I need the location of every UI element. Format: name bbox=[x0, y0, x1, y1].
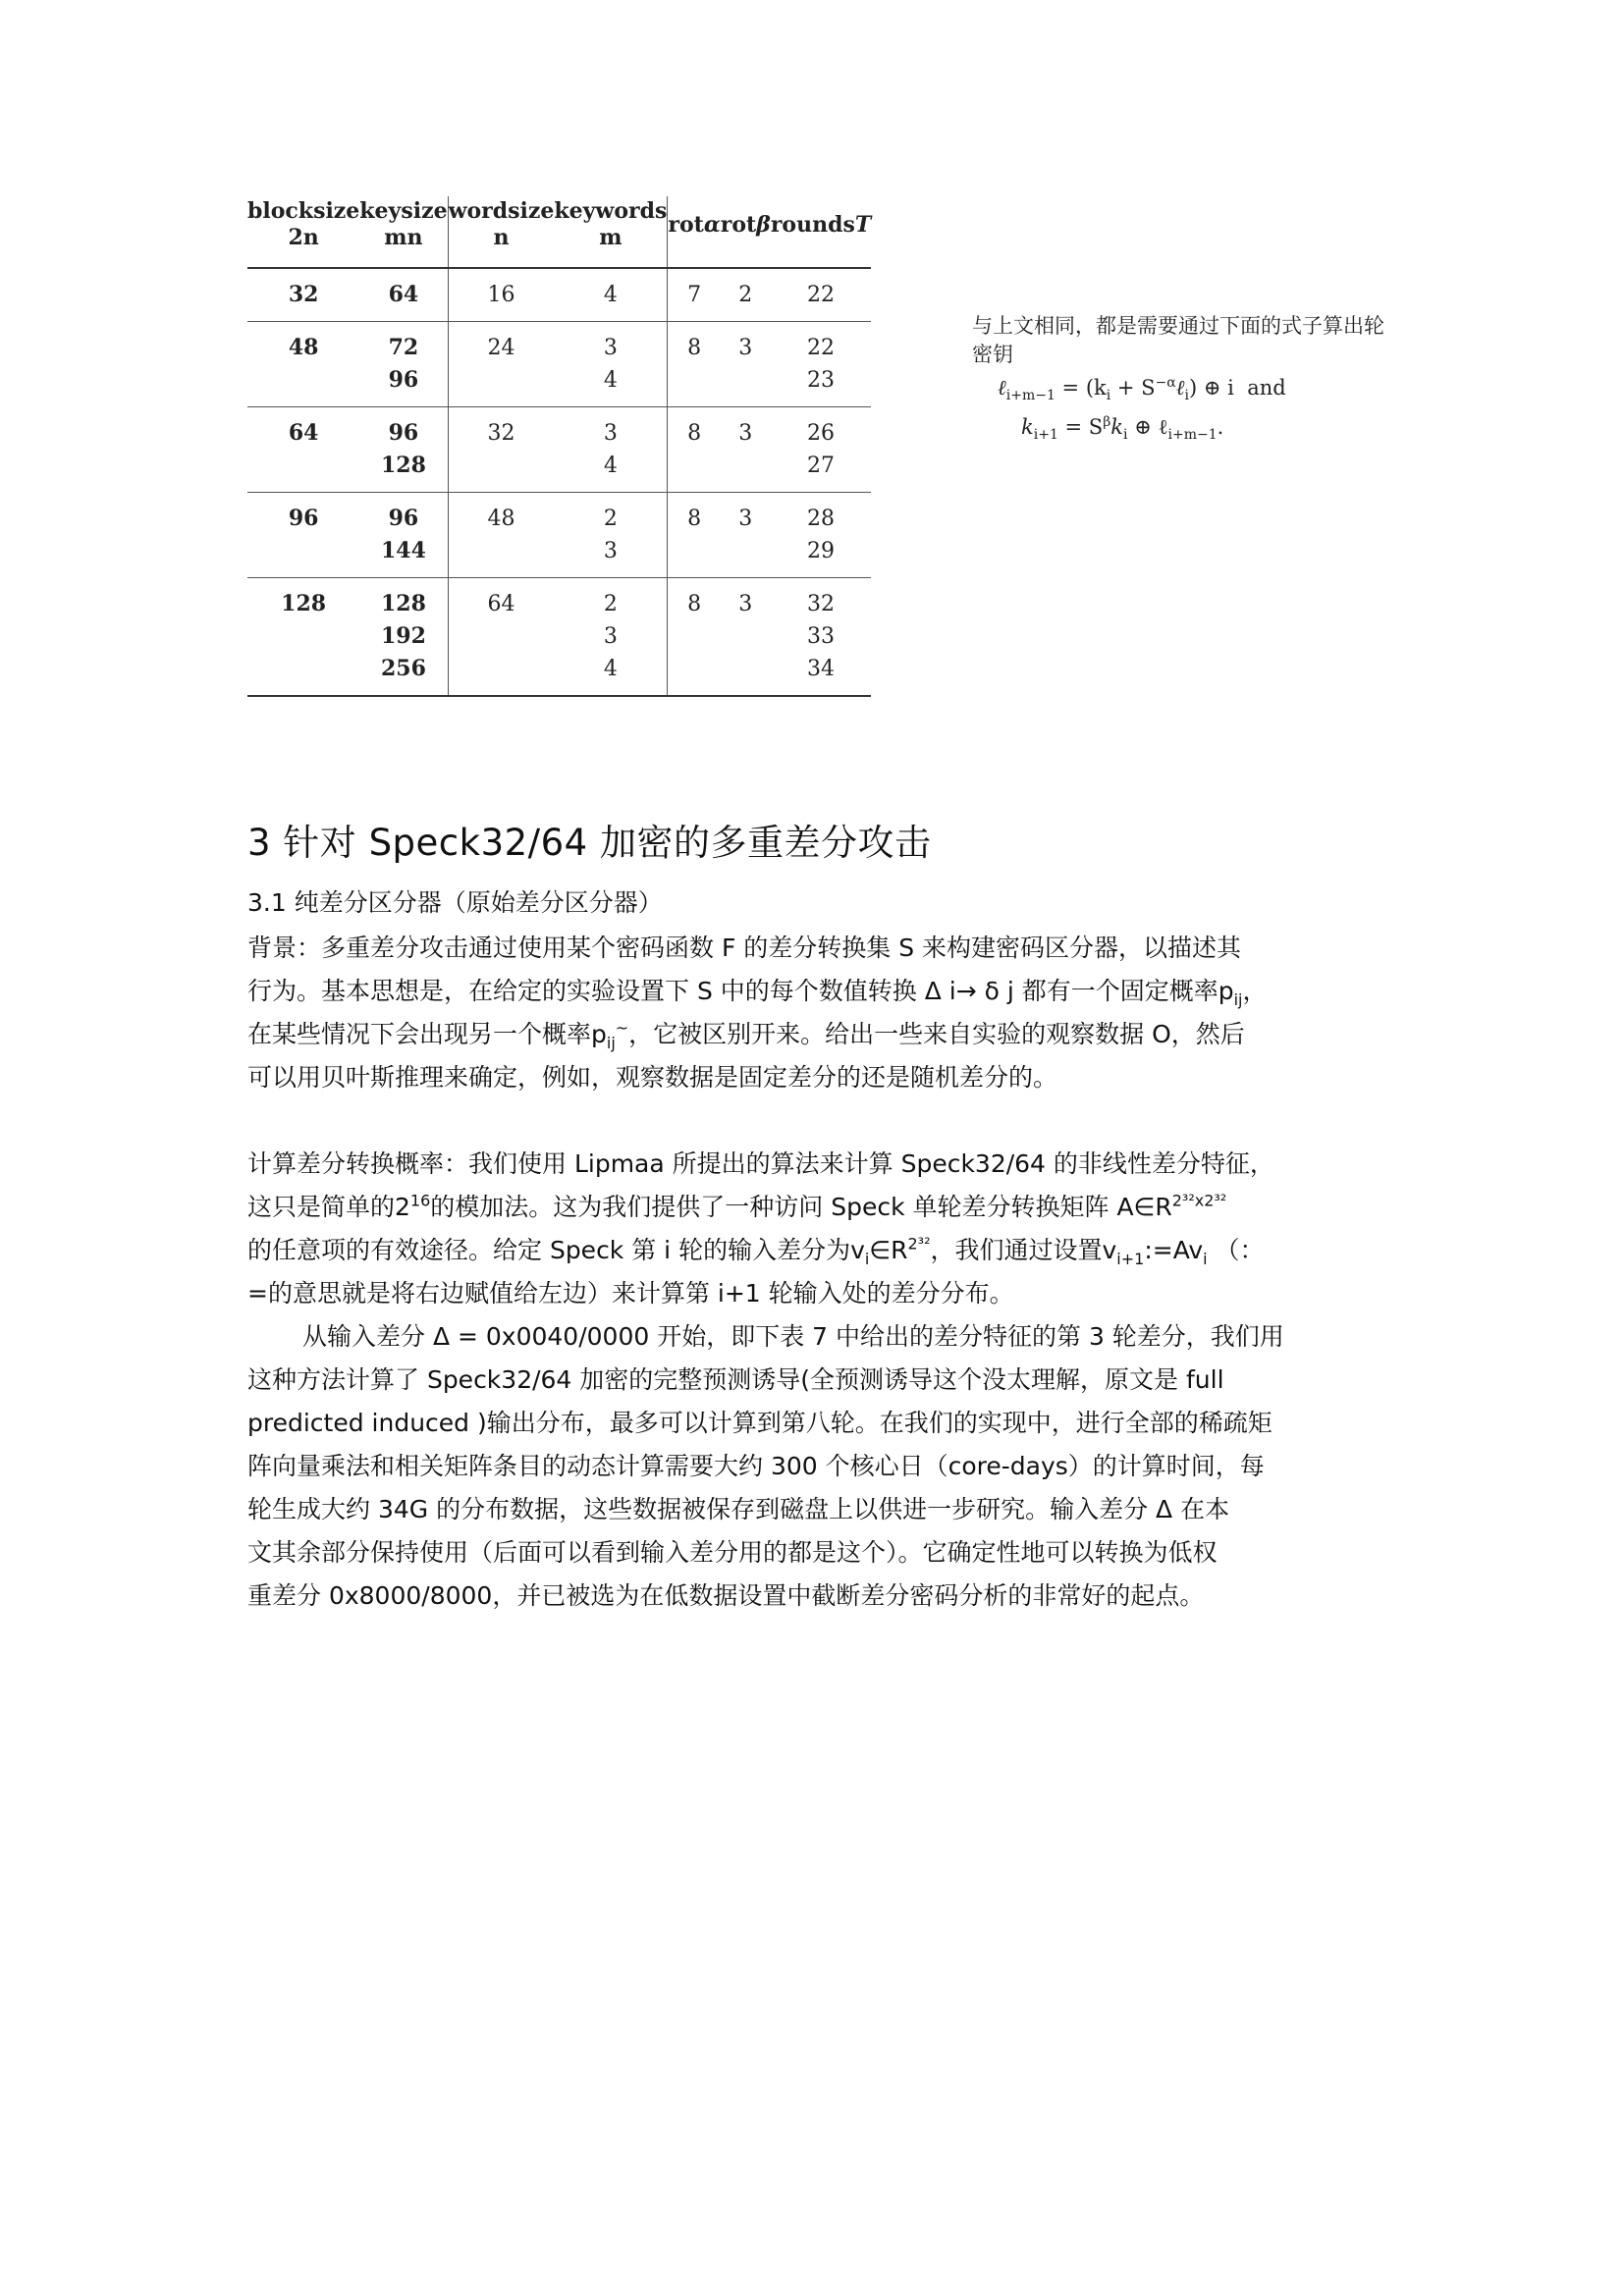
table-row bbox=[247, 493, 871, 578]
cell-words: 3 4 bbox=[554, 407, 668, 493]
side-note: 与上文相同，都是需要通过下面的式子算出轮密钥 bbox=[972, 314, 1384, 366]
cell-alpha: 8 bbox=[687, 421, 702, 446]
cell-block: 32 bbox=[288, 282, 319, 307]
cell-rounds: 22 bbox=[807, 283, 836, 307]
header-block-size: blocksize 2n bbox=[247, 198, 360, 250]
paragraph-background: 背景：多重差分攻击通过使用某个密码函数 F 的差分转换集 S 来构建密码区分器，以描述其 行为。基本思想是，在给定的实验设置下 S 中的每个数值转换 Δ i→ δ j 都有一个固定概率$p_{ij}$， 在某些情况下会出现另一个概率$p_{ij}^\sim$，它被区别开来。给出一些来自实验的观察数据 O，然后 可以用贝叶斯推理来确定，例如，观察数据是固定差分的还是随机差分的。 bbox=[247, 934, 1268, 1092]
section-heading: 3 针对 Speck32/64 加密的多重差分攻击 bbox=[247, 822, 932, 864]
cell-words: 3 4 bbox=[554, 322, 668, 407]
cell-keys: 64 bbox=[359, 268, 448, 322]
cell-words: 2 3 4 bbox=[554, 578, 668, 697]
table-row bbox=[247, 407, 871, 493]
header-word-size: wordsize n bbox=[448, 198, 555, 250]
cell-words: 4 bbox=[554, 268, 668, 322]
cell-rounds: 32 33 34 bbox=[807, 592, 836, 681]
cell-alpha: 8 bbox=[687, 592, 702, 616]
cell-beta: 3 bbox=[738, 507, 753, 531]
cell-rounds: 28 29 bbox=[807, 507, 836, 563]
cell-beta: 3 bbox=[738, 336, 753, 360]
paragraph-transition-probability: 计算差分转换概率：我们使用 Lipmaa 所提出的算法来计算 Speck32/64 的非线性差分特征， 这只是简单的$2^{16}$的模加法。这为我们提供了一种访问 Speck 单轮差分转换矩阵 $A\in R^{2^{32}x2^{32}}$ 的任意项的有效途径。给定 Speck 第 i 轮的输入差分为$v_i\in R^{2^{32}}$，我们通过设置$v_{i+1}:=Av_i$ （： =的意思就是将右边赋值给左边）来计算第 i+1 轮输入处的差分分布。 bbox=[247, 1149, 1274, 1308]
header-rounds: roundsT bbox=[770, 211, 872, 238]
header-rot-alpha: rotα bbox=[668, 211, 721, 238]
subsection-heading: 3.1 纯差分区分器（原始差分区分器） bbox=[247, 888, 663, 917]
cell-block: 64 bbox=[288, 420, 319, 446]
cell-alpha: 8 bbox=[687, 507, 702, 531]
table-row bbox=[247, 322, 871, 407]
cell-block: 48 bbox=[288, 335, 319, 360]
cell-word: 64 bbox=[487, 592, 515, 616]
cell-word: 32 bbox=[487, 421, 515, 446]
key-schedule-formula-1: ℓ$_{i+m-1}$ = ($k_i$ + $S^{-\alpha}\ell_i$) ⊕ i and bbox=[998, 375, 1286, 404]
cell-beta: 3 bbox=[738, 592, 753, 616]
cell-word: 24 bbox=[487, 336, 515, 360]
cell-keys: 96 144 bbox=[359, 493, 448, 578]
cell-alpha: 7 bbox=[687, 283, 702, 307]
cell-block: 128 bbox=[281, 591, 327, 616]
cell-word: 48 bbox=[487, 507, 515, 531]
table-row bbox=[247, 268, 871, 322]
header-key-size: keysize mn bbox=[359, 196, 448, 268]
cell-keys: 72 96 bbox=[359, 322, 448, 407]
key-schedule-formula-2: $k_{i+1} = S^\beta k_i$ ⊕ ℓ$_{i+m-1}$. bbox=[1021, 414, 1224, 444]
cell-rounds: 22 23 bbox=[807, 336, 836, 393]
cell-keys: 96 128 bbox=[359, 407, 448, 493]
cell-rounds: 26 27 bbox=[807, 421, 836, 478]
paragraph-input-difference: 从输入差分 Δ = 0x0040/0000 开始，即下表 7 中给出的差分特征的第 3 轮差分，我们用 这种方法计算了 Speck32/64 加密的完整预测诱导(全预测诱导这个没太理解，原文是 full predicted induced )输出分布，最多可以计算到第八轮。在我们的实现中，进行全部的稀疏矩 阵向量乘法和相关矩阵条目的动态计算需要大约 300 个核心日（core-days）的计算时间，每 轮生成大约 34G 的分布数据，这些数据被保存到磁盘上以供进一步研究。输入差分 Δ 在本 文其余部分保持使用（后面可以看到输入差分用的都是这个）。它确定性地可以转换为低权 重差分 0x8000/8000，并已被选为在低数据设置中截断差分密码分析的非常好的起点。 bbox=[247, 1322, 1284, 1610]
table-header-row bbox=[247, 196, 871, 268]
header-key-words: keywords m bbox=[554, 196, 668, 268]
cell-keys: 128 192 256 bbox=[359, 578, 448, 697]
header-rot-beta: rotβ bbox=[720, 211, 771, 238]
cell-block: 96 bbox=[288, 506, 319, 531]
cell-beta: 2 bbox=[738, 283, 753, 307]
cell-words: 2 3 bbox=[554, 493, 668, 578]
cell-word: 16 bbox=[487, 283, 515, 307]
cell-alpha: 8 bbox=[687, 336, 702, 360]
speck-parameter-table bbox=[247, 196, 871, 697]
cell-beta: 3 bbox=[738, 421, 753, 446]
table-row bbox=[247, 578, 871, 697]
